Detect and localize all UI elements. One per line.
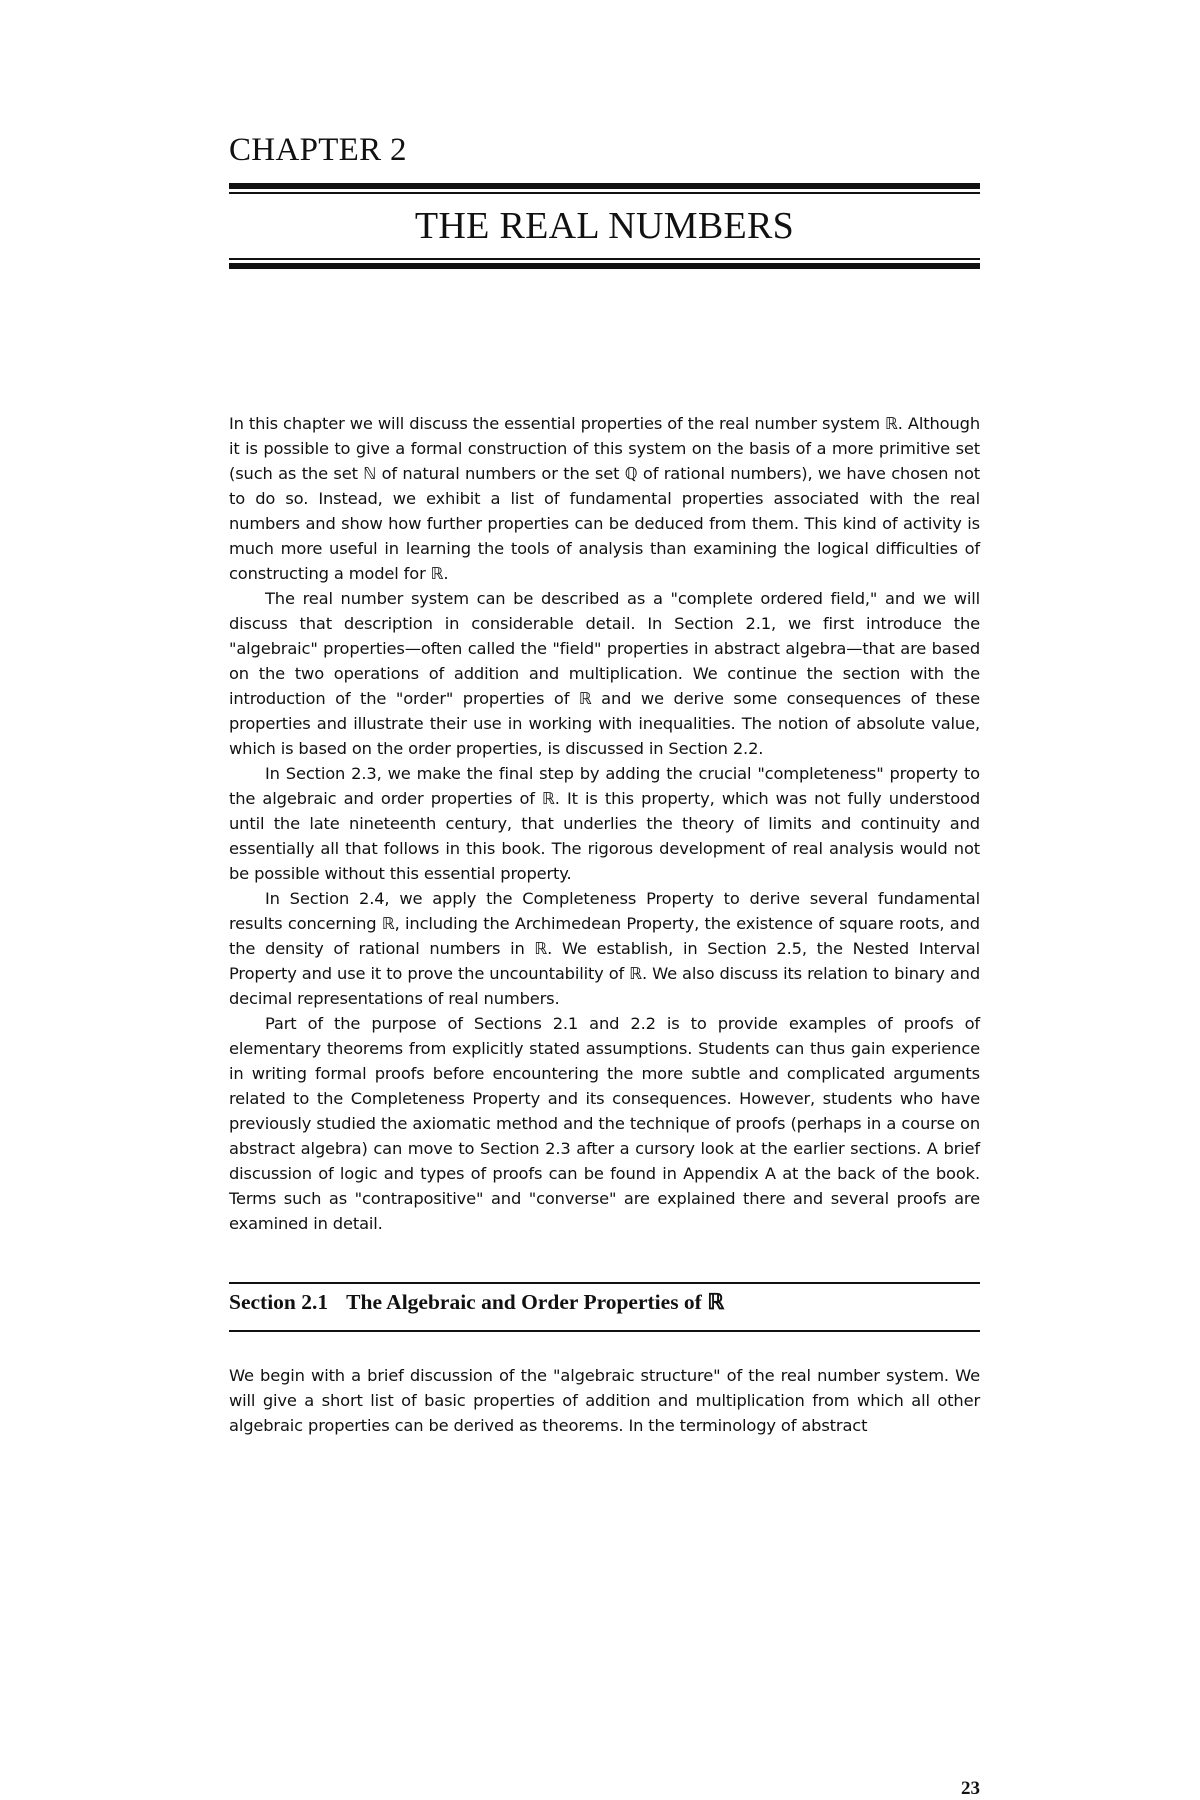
book-page (229, 0, 980, 1799)
chapter-label: CHAPTER 2 (229, 132, 407, 168)
section-rule-bottom (229, 1330, 980, 1332)
chapter-intro (229, 411, 980, 1236)
section-paragraph: We begin with a brief discussion of the "algebraic structure" of the real number system. We will give a short list of basic properties of addition and multiplication from which all other algebraic properties can be derived as theorems. In the terminology of abstract (229, 1366, 980, 1435)
section-heading (229, 1292, 724, 1314)
chapter-rule-bottom (229, 258, 980, 269)
intro-paragraph: In Section 2.3, we make the final step by adding the crucial "completeness" property to the algebraic and order properties of ℝ. It is this property, which was not fully understood until the late nineteenth century, that underlies the theory of limits and continuity and essentially all that follows in this book. The rigorous development of real analysis would not be possible without this essential property. (229, 764, 980, 883)
intro-paragraph: Part of the purpose of Sections 2.1 and 2.2 is to provide examples of proofs of elementary theorems from explicitly stated assumptions. Students can thus gain experience in writing formal proofs before encountering the more subtle and complicated arguments related to the Completeness Property and its consequences. However, students who have previously studied the axiomatic method and the technique of proofs (perhaps in a course on abstract algebra) can move to Section 2.3 after a cursory look at the earlier sections. A brief discussion of logic and types of proofs can be found in Appendix A at the back of the book. Terms such as "contrapositive" and "converse" are explained there and several proofs are examined in detail. (229, 1014, 980, 1233)
page-number: 23 (961, 1778, 980, 1799)
section-title: The Algebraic and Order Properties of ℝ (346, 1290, 725, 1314)
intro-paragraph: In this chapter we will discuss the essential properties of the real number system ℝ. Although it is possible to give a formal construction of this system on the basis of a more primitive set (such as the set ℕ of natural numbers or the set ℚ of rational numbers), we have chosen not to do so. Instead, we exhibit a list of fundamental properties associated with the real numbers and show how further properties can be deduced from them. This kind of activity is much more useful in learning the tools of analysis than examining the logical difficulties of constructing a model for ℝ. (229, 414, 980, 583)
chapter-title: THE REAL NUMBERS (414, 205, 795, 247)
intro-paragraph: In Section 2.4, we apply the Completeness Property to derive several fundamental results concerning ℝ, including the Archimedean Property, the existence of square roots, and the density of rational numbers in ℝ. We establish, in Section 2.5, the Nested Interval Property and use it to prove the uncountability of ℝ. We also discuss its relation to binary and decimal representations of real numbers. (229, 889, 980, 1008)
section-body (229, 1363, 980, 1438)
section-number: Section 2.1 (229, 1290, 329, 1314)
intro-paragraph: The real number system can be described as a "complete ordered field," and we will discuss that description in considerable detail. In Section 2.1, we first introduce the "algebraic" properties—often called the "field" properties in abstract algebra—that are based on the two operations of addition and multiplication. We continue the section with the introduction of the "order" properties of ℝ and we derive some consequences of these properties and illustrate their use in working with inequalities. The notion of absolute value, which is based on the order properties, is discussed in Section 2.2. (229, 589, 980, 758)
section-rule-top (229, 1282, 980, 1284)
chapter-rule-top (229, 183, 980, 194)
